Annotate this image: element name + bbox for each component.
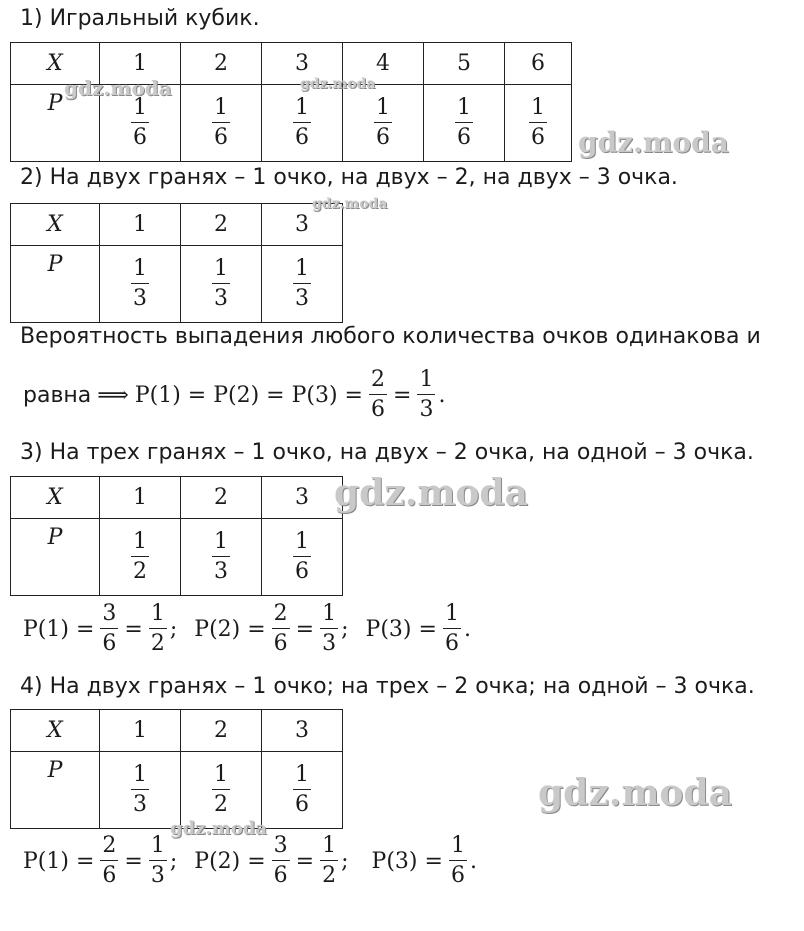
period: . xyxy=(438,382,446,408)
calc-line-4 xyxy=(20,830,477,892)
fraction: $\frac{1}{2}$ xyxy=(214,762,228,817)
p-value xyxy=(100,519,181,596)
p-value xyxy=(181,85,262,162)
table-row-x xyxy=(11,204,343,246)
fraction: $\frac{1}{3}$ xyxy=(214,256,228,311)
x-value: 4 xyxy=(343,43,424,85)
calc-term: P(3) = xyxy=(371,848,443,874)
heading-4: 4) На двух гранях – 1 очко; на трех – 2 очка; на одной – 3 очка. xyxy=(20,674,755,699)
calc-term: P(3) = xyxy=(365,616,437,642)
fraction: $\frac{1}{3}$ xyxy=(133,762,147,817)
period: . xyxy=(463,616,471,642)
separator: ; xyxy=(169,616,178,642)
x-value: 3 xyxy=(262,204,343,246)
fraction: $\frac{1}{3}$ xyxy=(133,256,147,311)
x-value: 1 xyxy=(100,477,181,519)
p-value xyxy=(262,246,343,323)
note-equation xyxy=(20,364,445,426)
fraction: $\frac{1}{2}$ xyxy=(150,601,165,656)
x-label: X xyxy=(11,43,100,85)
x-value: 1 xyxy=(100,204,181,246)
distribution-table-4 xyxy=(10,709,343,829)
calc-term: P(2) = xyxy=(194,616,266,642)
p-value xyxy=(343,85,424,162)
table-row-x xyxy=(11,477,343,519)
x-value: 3 xyxy=(262,710,343,752)
note-line-1: Вероятность выпадения любого количества очков одинакова и xyxy=(20,324,761,349)
calc-term: P(2) = xyxy=(194,848,266,874)
x-value: 1 xyxy=(100,43,181,85)
x-label: X xyxy=(11,710,100,752)
watermark: gdz.moda xyxy=(170,818,267,839)
equals-sign: = xyxy=(295,848,315,874)
heading-2: 2) На двух гранях – 1 очко, на двух – 2, на двух – 3 очка. xyxy=(20,165,678,190)
fraction: $\frac{1}{6}$ xyxy=(450,833,465,888)
calc-term: P(1) = xyxy=(23,616,95,642)
x-value: 2 xyxy=(181,43,262,85)
fraction: $\frac{1}{6}$ xyxy=(295,762,309,817)
fraction: $\frac{1}{3}$ xyxy=(322,601,337,656)
implies-arrow: ⟹ xyxy=(97,382,129,408)
separator: ; xyxy=(169,848,178,874)
x-value: 3 xyxy=(262,43,343,85)
p-value xyxy=(100,752,181,829)
separator: ; xyxy=(341,616,349,642)
fraction: $\frac{2}{6}$ xyxy=(371,367,385,422)
fraction: $\frac{1}{2}$ xyxy=(322,833,337,888)
p-value xyxy=(181,752,262,829)
p-value xyxy=(181,246,262,323)
p-label: P xyxy=(11,246,100,323)
equals-sign: = xyxy=(295,616,315,642)
p-value xyxy=(262,85,343,162)
x-value: 6 xyxy=(505,43,572,85)
fraction: $\frac{1}{6}$ xyxy=(295,529,309,584)
watermark: gdz.moda xyxy=(312,196,388,212)
heading-1: 1) Игральный кубик. xyxy=(20,6,260,31)
p-value xyxy=(262,519,343,596)
note-expression: P(1) = P(2) = P(3) = xyxy=(134,382,363,408)
table-row-x xyxy=(11,710,343,752)
fraction: $\frac{1}{3}$ xyxy=(419,367,434,422)
distribution-table-1 xyxy=(10,42,572,162)
p-value xyxy=(100,246,181,323)
watermark: gdz.moda xyxy=(300,76,376,92)
fraction: $\frac{1}{6}$ xyxy=(531,95,545,150)
watermark: gdz.moda xyxy=(578,126,729,159)
fraction: $\frac{2}{6}$ xyxy=(102,833,117,888)
fraction: $\frac{1}{6}$ xyxy=(133,95,147,150)
fraction: $\frac{1}{3}$ xyxy=(150,833,165,888)
p-value xyxy=(424,85,505,162)
distribution-table-2 xyxy=(10,203,343,323)
table-row-p xyxy=(11,519,343,596)
equals-sign: = xyxy=(124,616,143,642)
calc-line-3 xyxy=(20,598,471,660)
x-label: X xyxy=(11,477,100,519)
fraction: $\frac{1}{6}$ xyxy=(376,95,390,150)
fraction: $\frac{2}{6}$ xyxy=(273,601,288,656)
heading-3: 3) На трех гранях – 1 очко, на двух – 2 очка, на одной – 3 очка. xyxy=(20,440,754,465)
equals-sign: = xyxy=(393,382,412,408)
fraction: $\frac{1}{3}$ xyxy=(295,256,309,311)
p-label: P xyxy=(11,519,100,596)
fraction: $\frac{1}{3}$ xyxy=(214,529,228,584)
table-row-p xyxy=(11,246,343,323)
fraction: $\frac{3}{6}$ xyxy=(273,833,288,888)
watermark: gdz.moda xyxy=(64,76,172,100)
p-value xyxy=(262,752,343,829)
watermark: gdz.moda xyxy=(538,772,732,814)
fraction: $\frac{1}{6}$ xyxy=(214,95,228,150)
equals-sign: = xyxy=(124,848,143,874)
x-value: 5 xyxy=(424,43,505,85)
period: . xyxy=(469,848,477,874)
table-row-p xyxy=(11,752,343,829)
separator: ; xyxy=(341,848,349,874)
fraction: $\frac{1}{6}$ xyxy=(295,95,309,150)
x-value: 2 xyxy=(181,477,262,519)
p-value xyxy=(181,519,262,596)
x-value: 3 xyxy=(262,477,343,519)
p-label: P xyxy=(11,85,100,162)
watermark: gdz.moda xyxy=(334,472,528,514)
x-value: 1 xyxy=(100,710,181,752)
distribution-table-3 xyxy=(10,476,343,596)
fraction: $\frac{1}{6}$ xyxy=(444,601,459,656)
x-label: X xyxy=(11,204,100,246)
p-label: P xyxy=(11,752,100,829)
calc-term: P(1) = xyxy=(23,848,95,874)
x-value: 2 xyxy=(181,204,262,246)
fraction: $\frac{1}{2}$ xyxy=(133,529,147,584)
note-prefix: равна xyxy=(23,382,92,408)
fraction: $\frac{3}{6}$ xyxy=(102,601,117,656)
fraction: $\frac{1}{6}$ xyxy=(457,95,471,150)
x-value: 2 xyxy=(181,710,262,752)
p-value xyxy=(505,85,572,162)
